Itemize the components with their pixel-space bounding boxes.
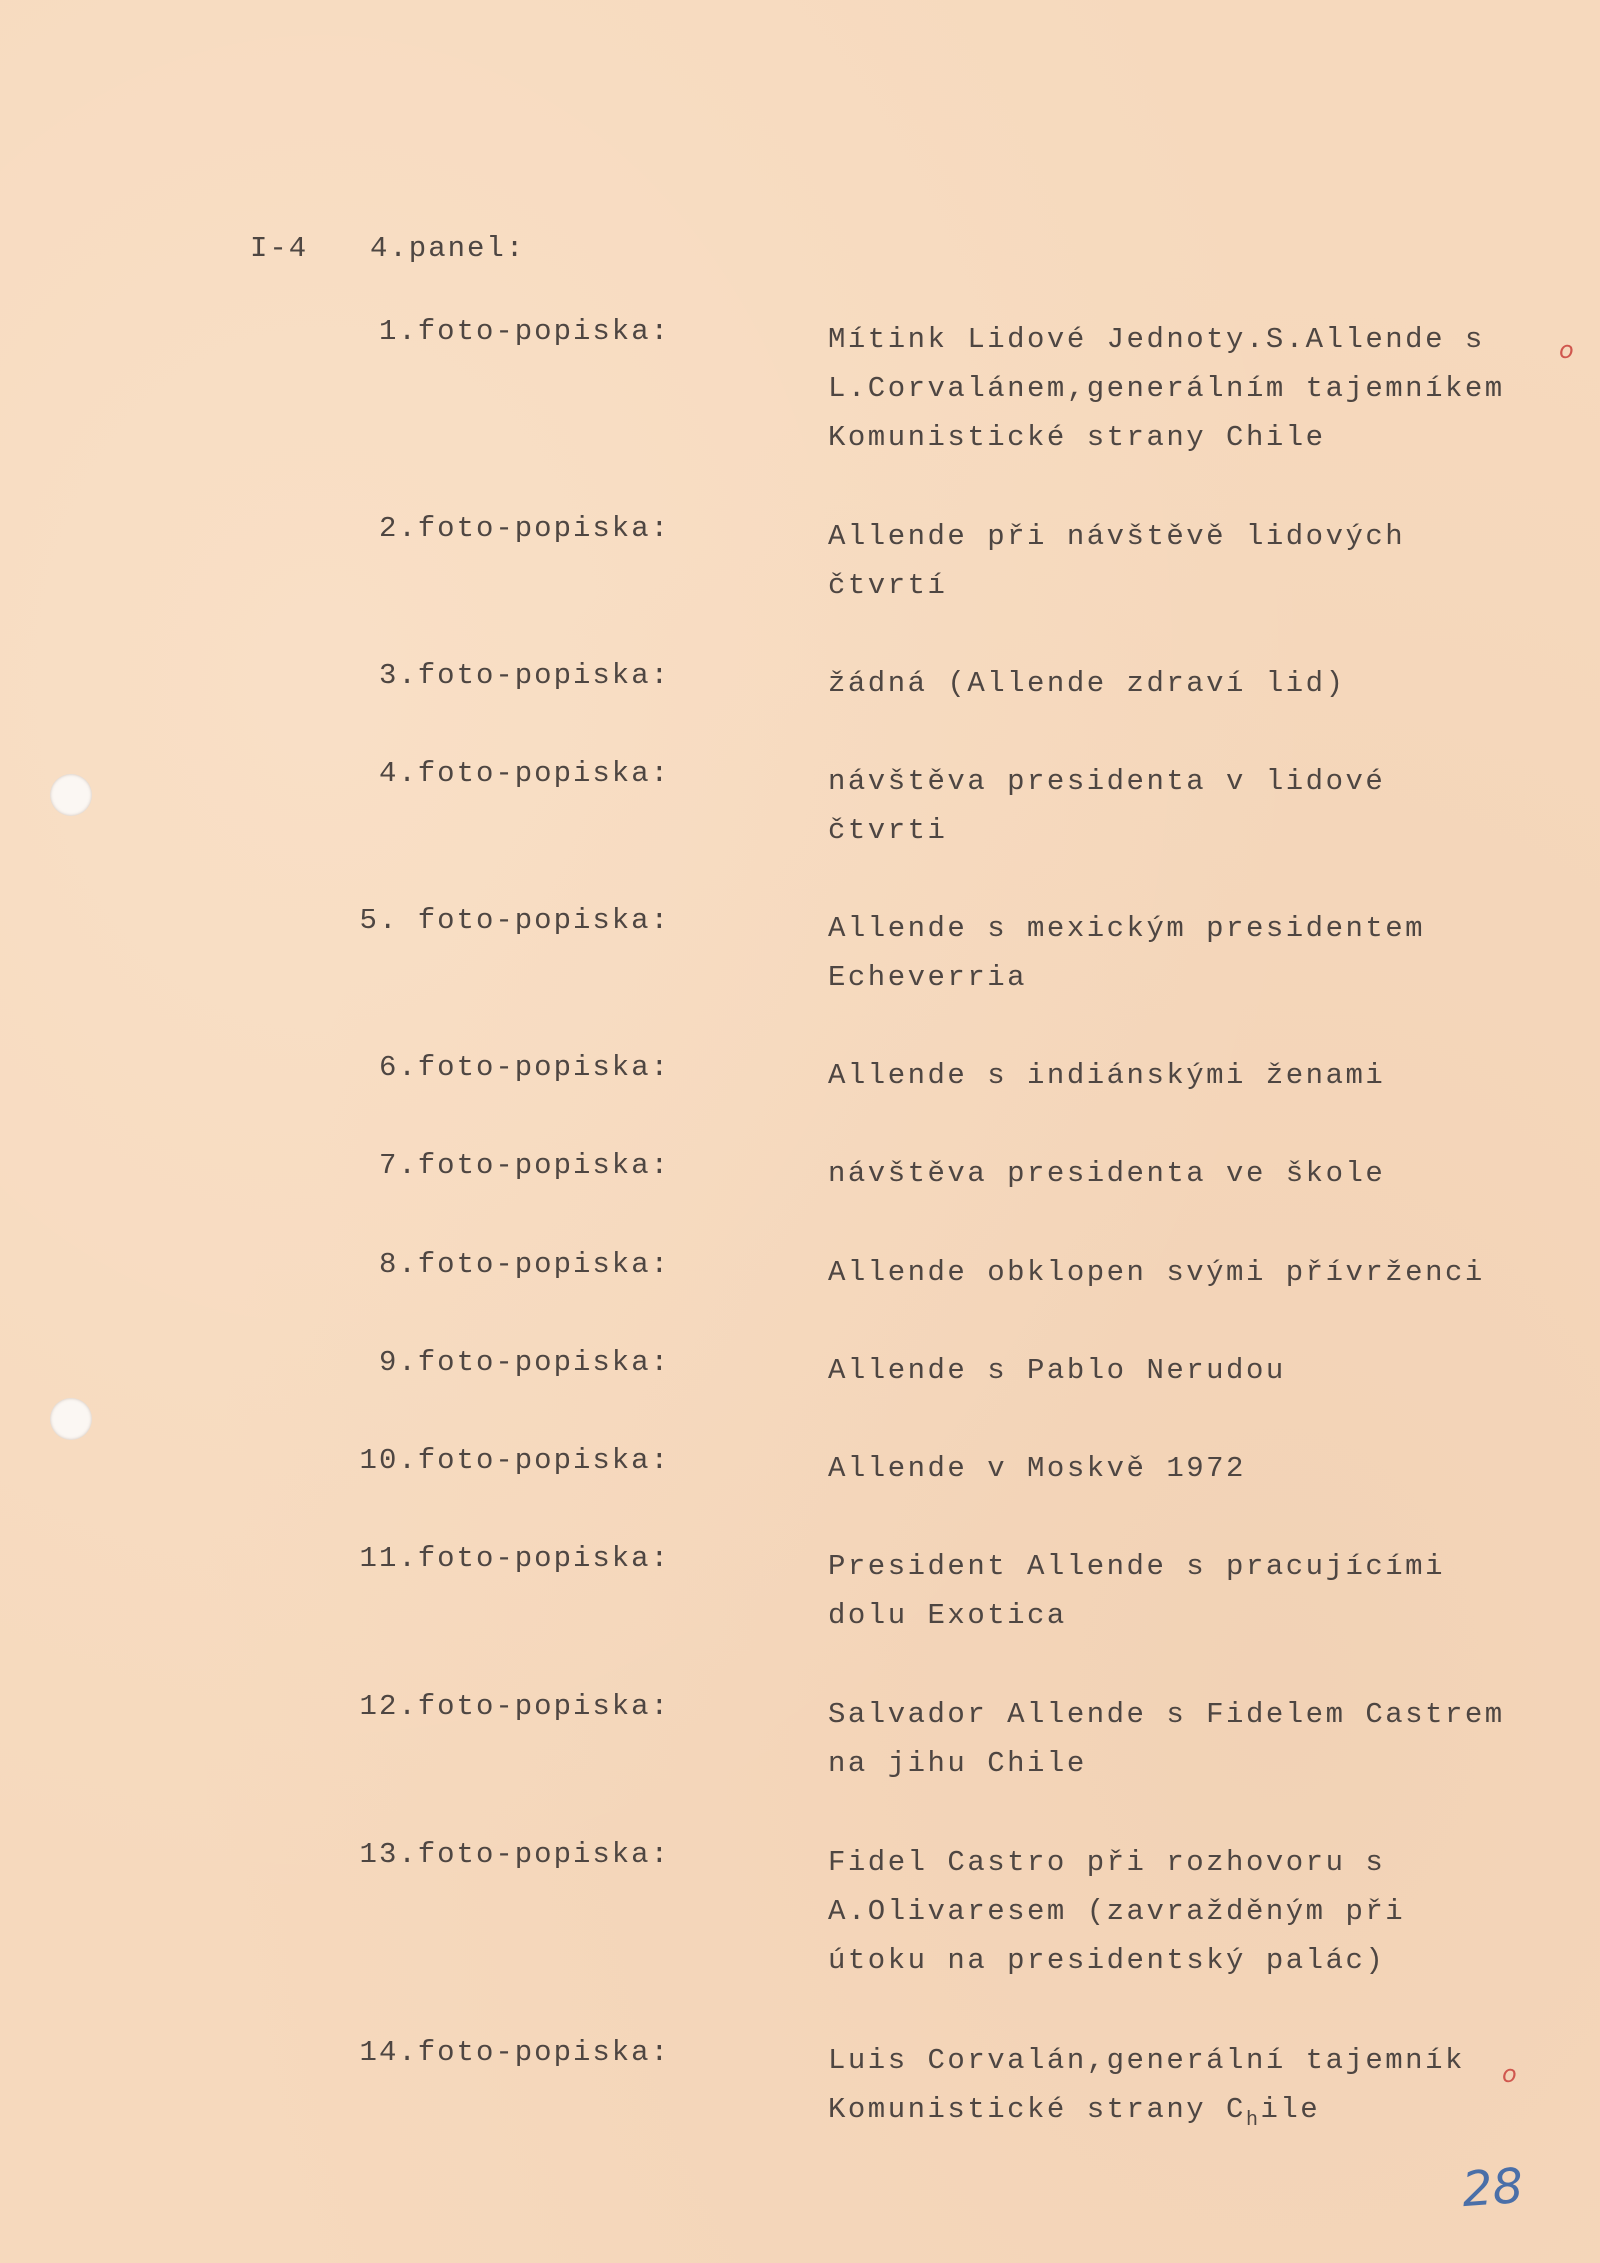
section-code: I-4 <box>250 232 309 265</box>
entry-label: 6.foto-popiska: <box>378 1051 670 1084</box>
entry-label: 1.foto-popiska: <box>378 315 670 348</box>
entry-label: 14.foto-popiska: <box>359 2036 670 2069</box>
caption-line: L.Corvalánem,generálním tajemníkem <box>828 372 1505 405</box>
entry-label: 11.foto-popiska: <box>359 1542 670 1575</box>
caption-line: Mítink Lidové Jednoty.S.Allende s <box>828 323 1485 356</box>
caption-line: čtvrtí <box>828 569 948 602</box>
caption-line: A.Olivaresem (zavražděným při <box>828 1895 1406 1928</box>
panel-title: 4.panel: <box>370 232 526 265</box>
entry-caption <box>828 2036 1548 2145</box>
entry-label: 13.foto-popiska: <box>359 1838 670 1871</box>
entry-caption <box>828 904 1548 1002</box>
margin-mark: o <box>1559 336 1574 364</box>
caption-subscript: h <box>1245 2109 1261 2132</box>
caption-text: Komunistické strany C <box>828 2093 1246 2126</box>
entry-label: 10.foto-popiska: <box>359 1444 670 1477</box>
caption-text-tail: ile <box>1260 2093 1321 2126</box>
entry-label: 5. foto-popiska: <box>359 904 670 937</box>
caption-line: dolu Exotica <box>828 1599 1067 1632</box>
caption-line: na jihu Chile <box>828 1747 1087 1780</box>
entry-caption <box>828 1838 1548 1985</box>
caption-line: Allende při návštěvě lidových <box>828 520 1406 553</box>
caption-line: Luis Corvalán,generální tajemník <box>828 2044 1465 2077</box>
margin-mark: o <box>1502 2060 1517 2088</box>
page-number: 28 <box>1460 2157 1525 2219</box>
caption-line: Allende s mexickým presidentem <box>828 912 1426 945</box>
caption-line: President Allende s pracujícími <box>828 1550 1445 1583</box>
caption-line <box>828 2085 1548 2145</box>
entry-caption <box>828 659 1548 708</box>
caption-line: Allende obklopen svými přívrženci <box>828 1256 1485 1289</box>
entry-label: 4.foto-popiska: <box>378 757 670 790</box>
punch-hole <box>50 774 92 816</box>
caption-line: útoku na presidentský palác) <box>828 1944 1386 1977</box>
caption-line: Salvador Allende s Fidelem Castrem <box>828 1698 1505 1731</box>
entry-caption <box>828 315 1548 462</box>
caption-line: Fidel Castro při rozhovoru s <box>828 1846 1386 1879</box>
entry-caption <box>828 1690 1548 1788</box>
entry-caption <box>828 512 1548 610</box>
entry-label: 9.foto-popiska: <box>378 1346 670 1379</box>
caption-line: čtvrti <box>828 814 948 847</box>
entry-label: 3.foto-popiska: <box>378 659 670 692</box>
entry-caption <box>828 1248 1548 1297</box>
caption-line: Allende v Moskvě 1972 <box>828 1452 1246 1485</box>
entry-label: 2.foto-popiska: <box>378 512 670 545</box>
entry-caption <box>828 1346 1548 1395</box>
entry-label: 12.foto-popiska: <box>359 1690 670 1723</box>
caption-line: žádná (Allende zdraví lid) <box>828 667 1346 700</box>
entry-label: 7.foto-popiska: <box>378 1149 670 1182</box>
entry-caption <box>828 1542 1548 1640</box>
caption-line: Echeverria <box>828 961 1028 994</box>
punch-hole <box>50 1398 92 1440</box>
caption-line: návštěva presidenta ve škole <box>828 1157 1386 1190</box>
caption-line: Allende s indiánskými ženami <box>828 1059 1386 1092</box>
entry-caption <box>828 757 1548 855</box>
entry-caption <box>828 1444 1548 1493</box>
caption-line: Allende s Pablo Nerudou <box>828 1354 1286 1387</box>
caption-line: návštěva presidenta v lidové <box>828 765 1386 798</box>
entry-caption <box>828 1149 1548 1198</box>
entry-caption <box>828 1051 1548 1100</box>
caption-line: Komunistické strany Chile <box>828 421 1326 454</box>
entry-label: 8.foto-popiska: <box>378 1248 670 1281</box>
